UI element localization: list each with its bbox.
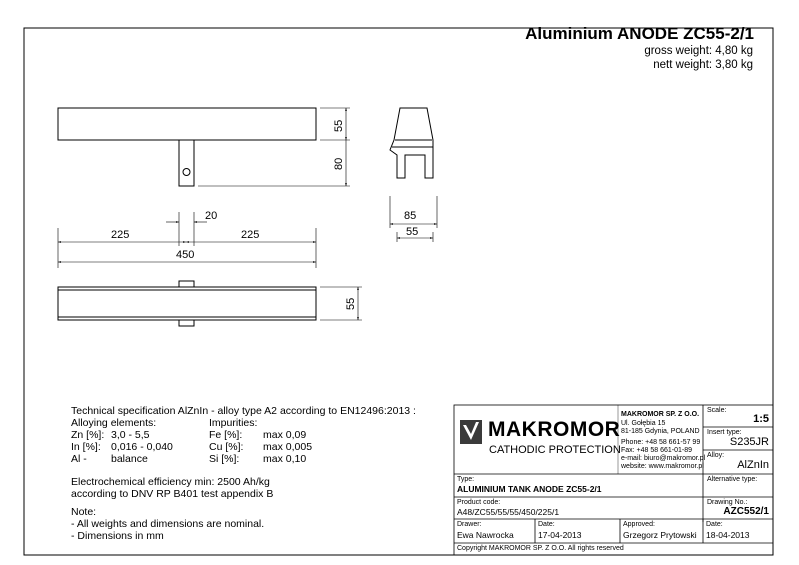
company-phone: Phone: +48 58 661-57 99 xyxy=(621,439,701,446)
drawing-no-value: AZC552/1 xyxy=(723,506,769,517)
date-drawn-value: 17-04-2013 xyxy=(538,530,582,540)
company-address-2: 81-185 Gdynia, POLAND xyxy=(621,428,700,435)
logo-subtitle: CATHODIC PROTECTION xyxy=(489,444,621,456)
date-approved-label: Date: xyxy=(706,521,723,528)
drawing-title: Aluminium ANODE ZC55-2/1 xyxy=(525,24,754,43)
alloy-element: Al - xyxy=(71,453,87,465)
alloy-value: 3,0 - 5,5 xyxy=(111,429,150,441)
alloy-value-field: AlZnIn xyxy=(737,459,769,471)
approved-value: Grzegorz Prytowski xyxy=(623,530,697,540)
nett-weight: nett weight: 3,80 kg xyxy=(653,59,753,71)
company-address-1: Ul. Gołębia 15 xyxy=(621,420,666,427)
approved-label: Approved: xyxy=(623,521,655,528)
date-approved-value: 18-04-2013 xyxy=(706,530,750,540)
scale-label: Scale: xyxy=(707,407,727,414)
dim-right-half: 225 xyxy=(241,229,260,241)
impurity-element: Si [%]: xyxy=(209,453,240,465)
gross-weight: gross weight: 4,80 kg xyxy=(644,45,753,57)
type-value: ALUMINIUM TANK ANODE ZC55-2/1 xyxy=(457,484,602,494)
dim-top-height: 55 xyxy=(333,119,345,132)
dim-length: 450 xyxy=(176,249,195,261)
alloy-label: Alloy: xyxy=(707,452,725,459)
alloy-element: Zn [%]: xyxy=(71,429,105,441)
efficiency-line-2: according to DNV RP B401 test appendix B xyxy=(71,488,274,500)
product-code-value: A48/ZC55/55/55/450/225/1 xyxy=(457,507,560,517)
company-fax: Fax: +48 58 661-01-89 xyxy=(621,447,693,454)
efficiency-line-1: Electrochemical efficiency min: 2500 Ah/kg xyxy=(71,476,270,488)
impurities-heading: Impurities: xyxy=(209,417,258,429)
drawing-no-label: Drawing No.: xyxy=(707,499,748,506)
drawer-label: Drawer: xyxy=(457,521,482,528)
end-view-profile xyxy=(390,108,433,178)
note-line-1: - All weights and dimensions are nominal. xyxy=(71,518,265,530)
product-code-label: Product code: xyxy=(457,499,501,506)
dim-left-half: 225 xyxy=(111,229,130,241)
top-view-hole xyxy=(183,169,190,176)
top-view-bar xyxy=(58,108,316,140)
front-view-tab-top xyxy=(179,281,194,287)
top-view-tab xyxy=(179,140,194,186)
front-view xyxy=(58,281,362,326)
dim-bottom-height: 55 xyxy=(345,297,357,310)
company-name: MAKROMOR SP. Z O.O. xyxy=(621,411,700,418)
impurity-element: Cu [%]: xyxy=(209,441,244,453)
spec-heading: Technical specification AlZnIn - alloy type A2 according to EN12496:2013 : xyxy=(71,405,416,417)
drawer-value: Ewa Nawrocka xyxy=(457,530,514,540)
insert-type-label: Insert type: xyxy=(707,429,742,436)
top-view xyxy=(58,108,350,186)
copyright-text: Copyright MAKROMOR SP. Z O.O. All rights reserved xyxy=(457,545,624,552)
dim-end-inner: 55 xyxy=(406,226,419,238)
impurity-element: Fe [%]: xyxy=(209,429,243,441)
impurity-value: max 0,09 xyxy=(263,429,307,441)
insert-type-value: S235JR xyxy=(729,436,769,448)
company-email: e-mail: biuro@makromor.pl xyxy=(621,455,706,462)
type-label: Type: xyxy=(457,476,475,483)
alloying-heading: Alloying elements: xyxy=(71,417,157,429)
alloy-value: 0,016 - 0,040 xyxy=(111,441,173,453)
front-view-tab-bottom xyxy=(179,320,194,326)
date-drawn-label: Date: xyxy=(538,521,555,528)
alternative-type-label: Alternative type: xyxy=(707,476,758,483)
makromor-logo-mark xyxy=(460,420,482,444)
note-heading: Note: xyxy=(71,506,97,518)
logo-name: MAKROMOR xyxy=(488,418,621,441)
impurity-value: max 0,10 xyxy=(263,453,307,465)
alloy-element: In [%]: xyxy=(71,441,101,453)
front-view-bar xyxy=(58,287,316,320)
scale-value: 1:5 xyxy=(753,413,769,425)
company-website: website: www.makromor.pl xyxy=(621,463,704,470)
dim-end-width: 85 xyxy=(404,210,417,222)
alloy-value: balance xyxy=(111,453,148,465)
dim-top-total: 80 xyxy=(333,157,345,170)
impurity-value: max 0,005 xyxy=(263,441,313,453)
note-line-2: - Dimensions in mm xyxy=(71,530,164,542)
dim-core-width: 20 xyxy=(205,210,218,222)
